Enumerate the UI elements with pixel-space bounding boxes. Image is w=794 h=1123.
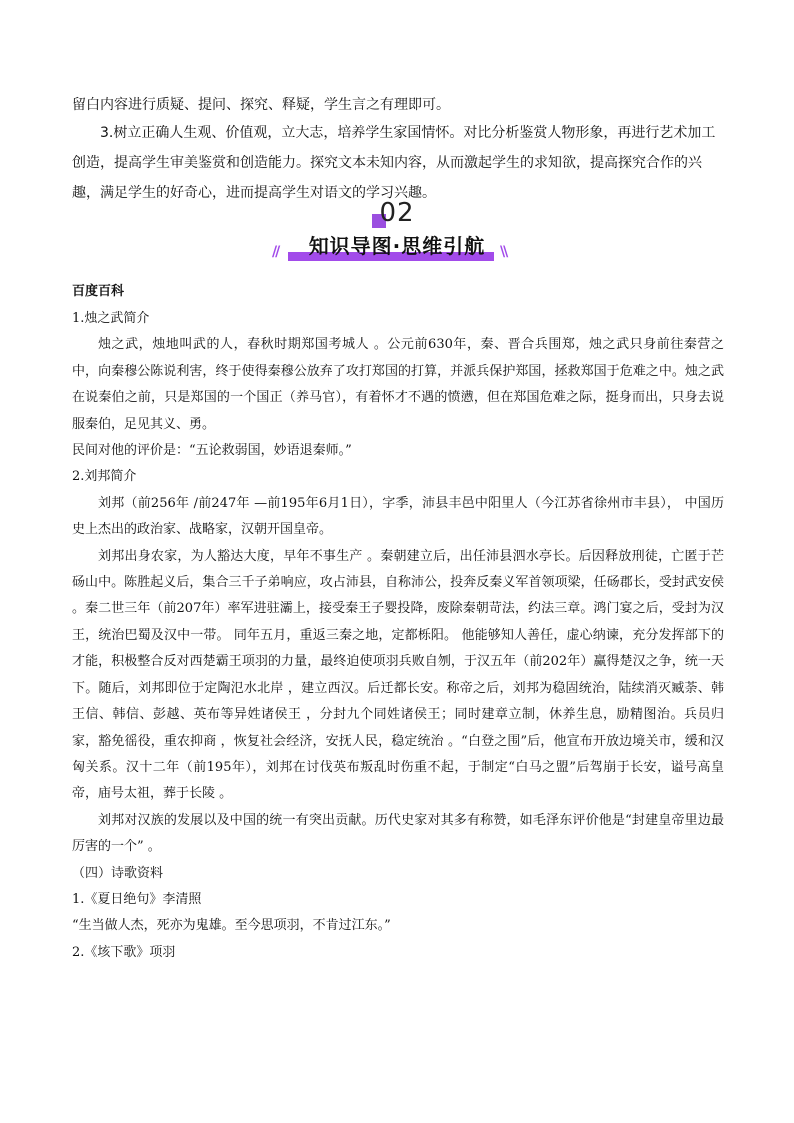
zhu-paragraph-1: 烛之武，烛地叫武的人，春秋时期郑国考城人 。公元前630年，秦、晋合兵围郑，烛之武只身前往秦营之中，向秦穆公陈说利害，终于使得秦穆公放弃了攻打郑国的打算，并派兵保护郑国，拯救郑国于危难之中。烛之武在说秦伯之前，只是郑国的一个国正（养马官），有着怀才不遇的愤懑，但在郑国危难之际，挺身而出，只身去说服秦伯，足见其义、勇。 [72, 337, 724, 432]
section-number: 02 [379, 198, 415, 228]
poem-1-title: 1.《夏日绝句》李清照 [72, 891, 202, 907]
zhu-paragraph-2: 民间对他的评价是：“五论救弱国，妙语退秦师。” [72, 443, 352, 459]
title-deco-left: // [272, 244, 279, 260]
poem-1-text: “生当做人杰，死亦为鬼雄。至今思项羽，不肯过江东。” [72, 918, 391, 934]
document-body [72, 278, 724, 966]
liu-paragraph-1: 刘邦（前256年 /前247年 —前195年6月1日），字季，沛县丰邑中阳里人（今江苏省徐州市丰县）， 中国历史上杰出的政治家、战略家，汉朝开国皇帝。 [72, 495, 724, 538]
zhu-heading: 1.烛之武简介 [72, 311, 150, 326]
liu-heading: 2.刘邦简介 [72, 469, 137, 485]
section-title: 知识导图·思维引航 [308, 234, 486, 258]
intro-paragraph-1: 留白内容进行质疑、提问、探究、释疑，学生言之有理即可。 [72, 97, 450, 113]
liu-paragraph-3: 刘邦对汉族的发展以及中国的统一有突出贡献。历代史家对其多有称赞，如毛泽东评价他是“封建皇帝里边最厉害的一个” 。 [72, 812, 724, 855]
poem-2-title: 2.《垓下歌》项羽 [72, 944, 176, 960]
liu-paragraph-2: 刘邦出身农家，为人豁达大度，早年不事生产 。秦朝建立后，出任沛县泗水亭长。后因释放刑徒，亡匿于芒砀山中。陈胜起义后，集合三千子弟响应，攻占沛县，自称沛公，投奔反秦义军首领项梁，任砀郡长，受封武安侯 。秦二世三年（前207年）率军进驻灞上，接受秦王子婴投降，废除秦朝苛法，约法三章。鸿门宴之后，受封为汉王，统治巴蜀及汉中一带。 同年五月，重返三秦之地，定都栎阳。 他能够知人善任，虚心纳谏，充分发挥部下的才能，积极整合反对西楚霸王项羽的力量，最终迫使项羽兵败自刎，于汉五年（前202年）赢得楚汉之争，统一天下。随后，刘邦即位于定陶氾水北岸 ，建立西汉。后迁都长安。称帝之后，刘邦为稳固统治，陆续消灭臧荼、韩王信、韩信、彭越、英布等异姓诸侯王 ，分封九个同姓诸侯王；同时建章立制，休养生息，励精图治。兵员归家，豁免徭役，重农抑商 ，恢复社会经济，安抚人民，稳定统治 。“白登之围”后，他宣布开放边境关市，缓和汉匈关系。汉十二年（前195年），刘邦在讨伐英布叛乱时伤重不起，于制定“白马之盟”后驾崩于长安，谥号高皇帝，庙号太祖，葬于长陵 。 [72, 548, 724, 802]
title-deco-right: \\ [500, 244, 507, 260]
intro-paragraph-2: 3.树立正确人生观、价值观，立大志，培养学生家国情怀。对比分析鉴赏人物形象，再进行艺术加工创造，提高学生审美鉴赏和创造能力。探究文本未知内容，从而激起学生的求知欲，提高探究合作的兴趣，满足学生的好奇心，进而提高学生对语文的学习兴趣。 [72, 125, 716, 201]
poem-heading: （四）诗歌资料 [72, 865, 164, 881]
baike-heading: 百度百科 [72, 284, 125, 299]
